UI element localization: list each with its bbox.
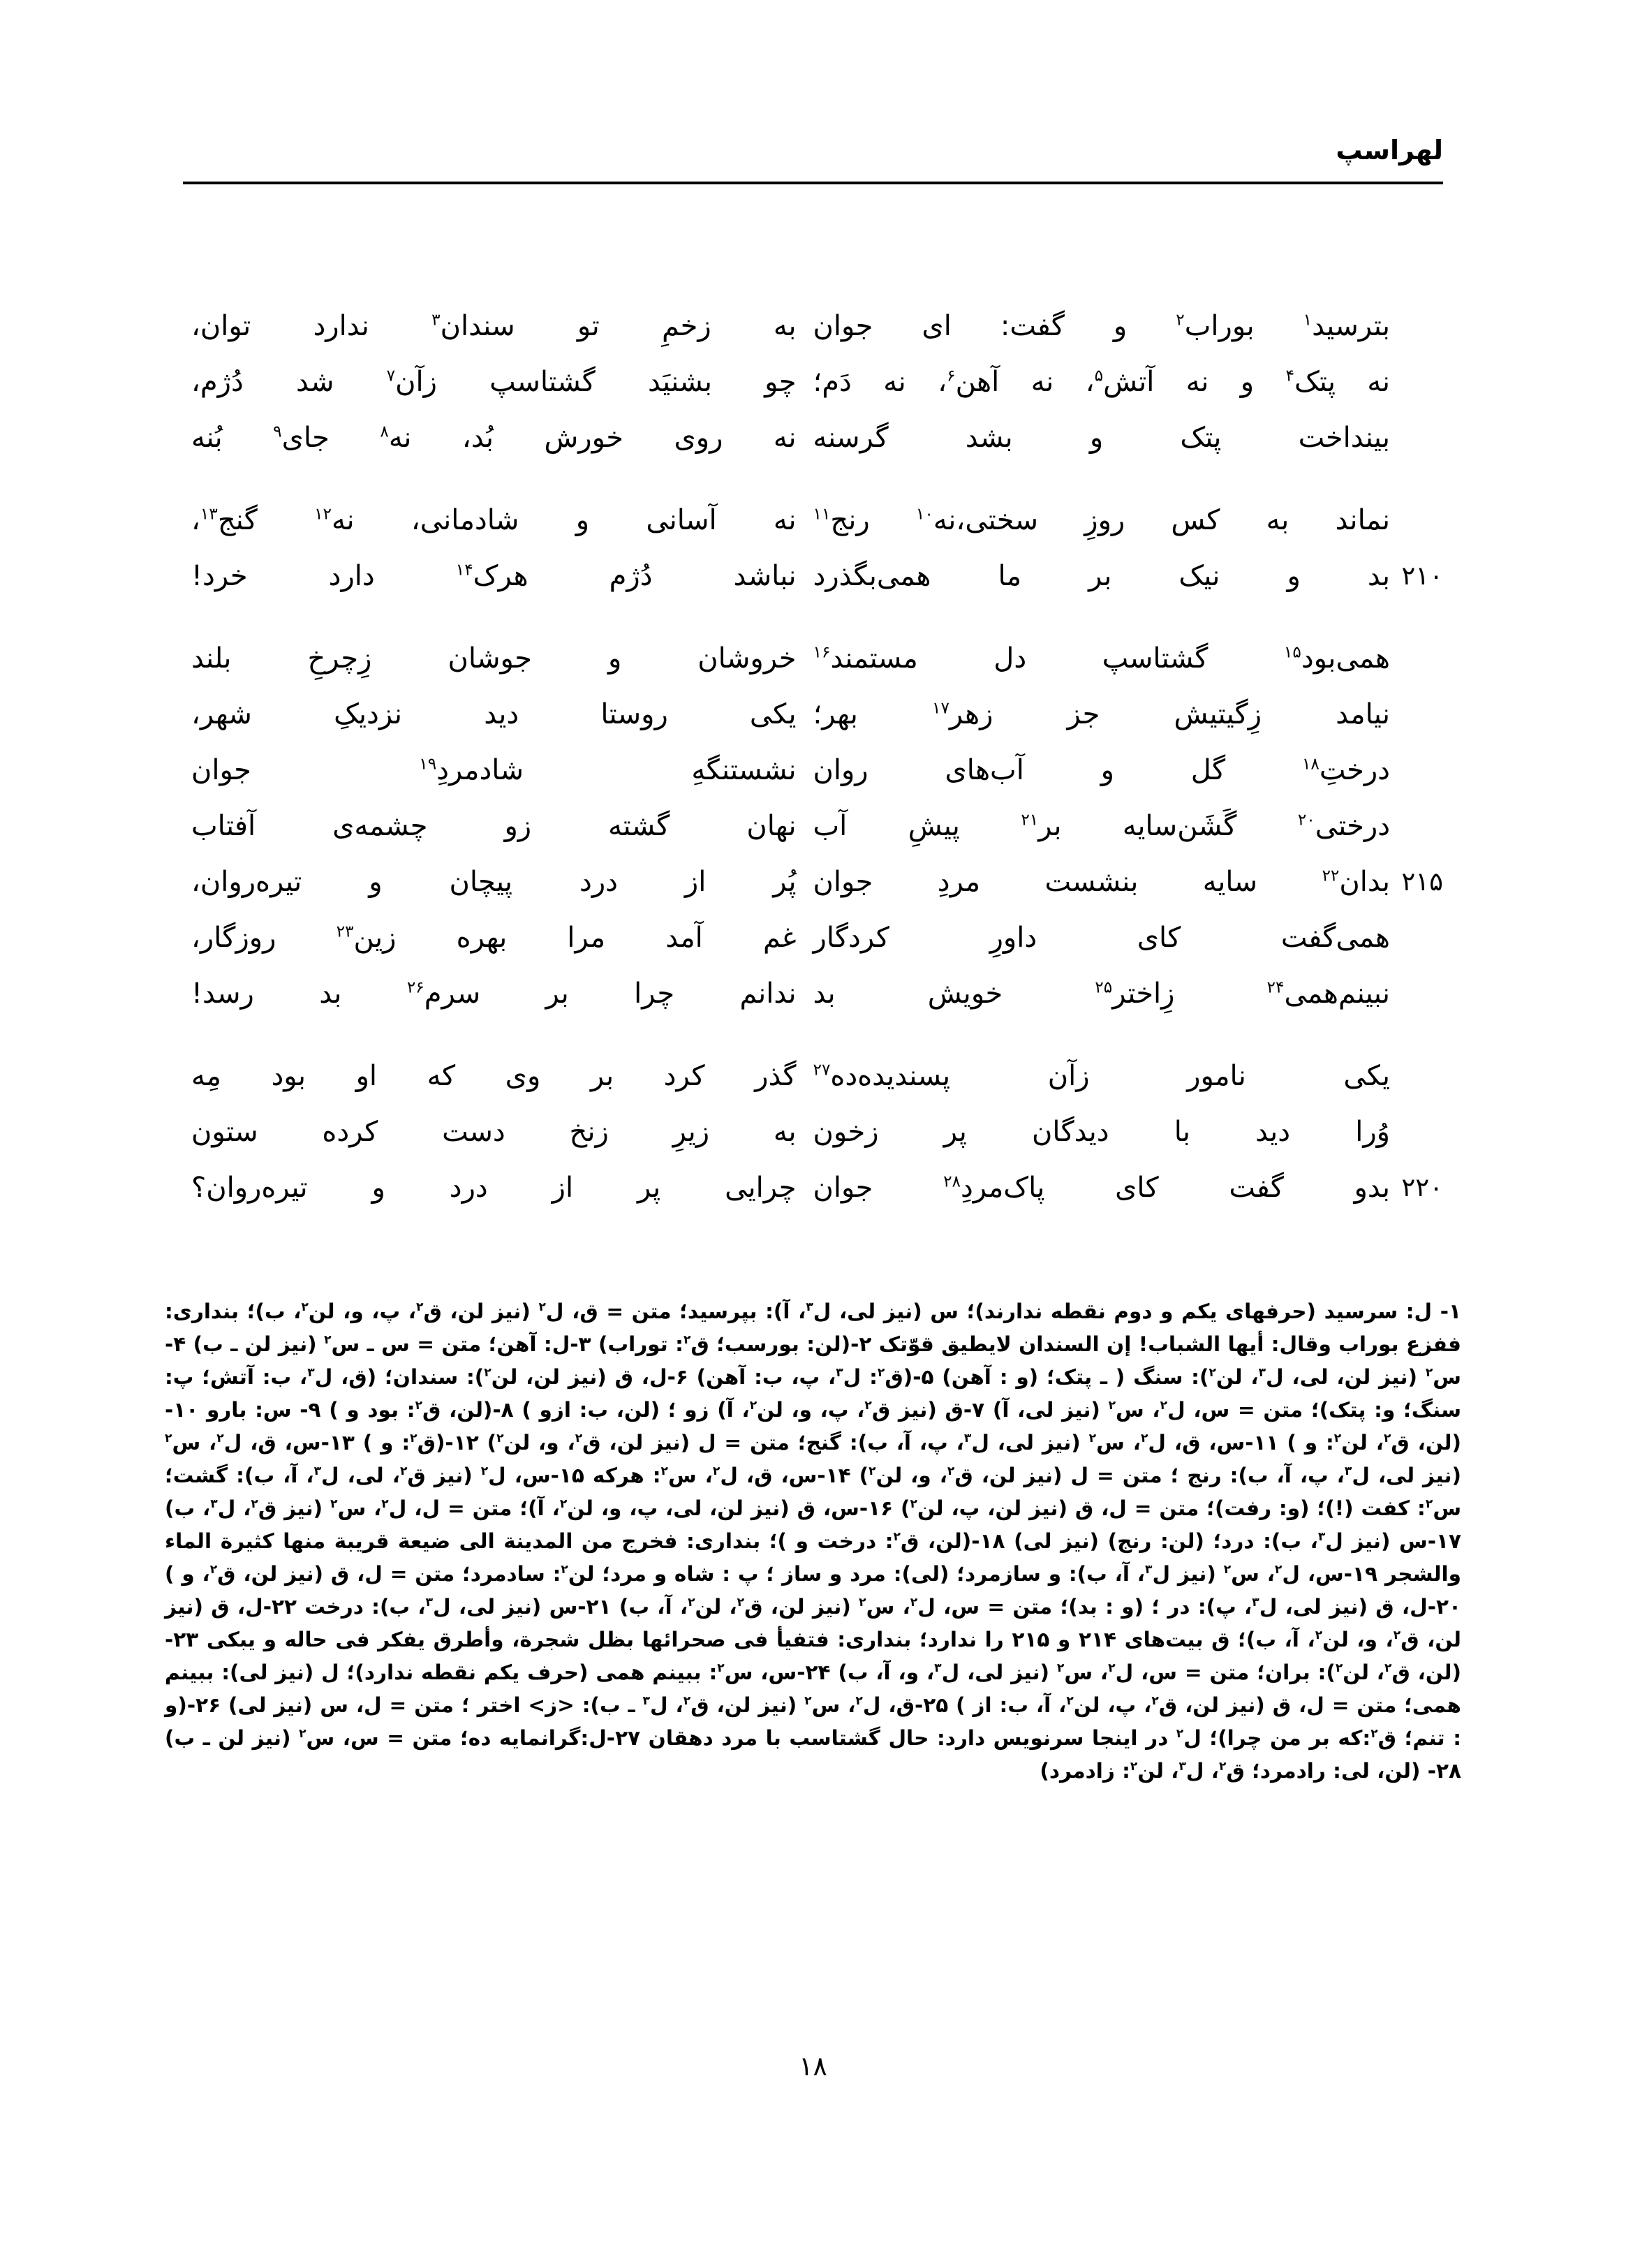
- header-rule: [183, 182, 1443, 184]
- hemistich-right: نماند به کس روزِ سختی،نه$^{۱۰}$ رنج$^{۱۱}$: [813, 504, 1391, 536]
- hemistich-left: به زیرِ زنخ دست کرده ستون: [191, 1116, 797, 1148]
- hemistich-right: یکی نامور زآن پسندیده‌ده$^{۲۷}$: [813, 1060, 1390, 1092]
- hemistich-left: نباشد دُژم هرک$^{۱۴}$ دارد خرد!: [191, 560, 797, 592]
- verse-line: [183, 356, 1443, 408]
- page-number: ۱۸: [799, 2051, 827, 2082]
- hemistich-left: نه روی خورش بُد، نه$^۸$ جای$^۹$ بُنه: [191, 422, 797, 454]
- verse-line: [183, 744, 1443, 796]
- running-head-title: لهراسپ: [1336, 135, 1443, 165]
- verse-number: ۲۱۰: [1401, 561, 1443, 591]
- verse-number: ۲۱۵: [1401, 867, 1443, 897]
- stanza: [183, 494, 1443, 602]
- hemistich-left: چرایی پر از درد و تیره‌روان؟: [191, 1172, 797, 1204]
- hemistich-right: بینداخت پتک و بشد گرسنه: [813, 422, 1390, 454]
- verse-line: [183, 633, 1443, 684]
- hemistich-left: خروشان و جوشان زِچرخِ بلند: [191, 642, 797, 675]
- verse-line: [183, 550, 1443, 602]
- verse-number: ۲۲۰: [1401, 1172, 1443, 1202]
- verse-line: [183, 800, 1443, 852]
- running-head: [183, 137, 1443, 186]
- hemistich-left: غم آمد مرا بهره زین$^{۲۳}$ روزگار،: [191, 922, 797, 954]
- hemistich-right: نبینم‌همی$^{۲۴}$ زِاختر$^{۲۵}$ خویش بد: [813, 978, 1390, 1010]
- verse-line: [183, 856, 1443, 908]
- verse-line: [183, 1106, 1443, 1158]
- hemistich-left: نهان گشته زو چشمه‌ی آفتاب: [191, 810, 797, 842]
- hemistich-left: به زخمِ تو سندان$^۳$ ندارد توان،: [191, 310, 797, 342]
- verse-line: [183, 688, 1443, 740]
- hemistich-right: همی‌گفت کای داورِ کردگار: [813, 922, 1390, 954]
- verse-line: [183, 1162, 1443, 1214]
- hemistich-left: نه آسانی و شادمانی، نه$^{۱۲}$ گنج$^{۱۳}$،: [191, 504, 797, 536]
- hemistich-right: بدان$^{۲۲}$ سایه بنشست مردِ جوان ۲۱۵: [813, 856, 1444, 908]
- hemistich-right: بد و نیک بر ما همی‌بگذرد ۲۱۰: [813, 550, 1444, 602]
- hemistich-right: نه پتک$^۴$ و نه آتش$^۵$، نه آهن$^۶$، نه دَم؛: [813, 366, 1391, 398]
- hemistich-left: ندانم چرا بر سرم$^{۲۶}$ بد رسد!: [191, 978, 797, 1010]
- verse-block: [183, 300, 1443, 1218]
- verse-line: [183, 300, 1443, 352]
- hemistich-right: همی‌بود$^{۱۵}$ گشتاسپ دل مستمند$^{۱۶}$: [813, 642, 1390, 675]
- verse-line: [183, 968, 1443, 1019]
- hemistich-right: بترسید$^۱$ بوراب$^۲$ و گفت: ای جوان: [813, 310, 1390, 342]
- hemistich-right: درختِ$^{۱۸}$ گل و آب‌های روان: [813, 754, 1390, 786]
- hemistich-left: چو بشنیَد گشتاسپ زآن$^۷$ شد دُژم،: [191, 366, 797, 398]
- verse-line: [183, 494, 1443, 546]
- verse-line: [183, 412, 1443, 464]
- verse-line: [183, 912, 1443, 964]
- stanza: [183, 300, 1443, 464]
- hemistich-left: گذر کرد بر وی که او بود مِه: [191, 1060, 797, 1092]
- hemistich-left: یکی روستا دید نزدیکِ شهر،: [191, 698, 797, 730]
- verse-line: [183, 1050, 1443, 1102]
- stanza: [183, 1050, 1443, 1214]
- apparatus-paragraph: ۱- ل: سرسید (حرفهای یکم و دوم نقطه ندارند)؛ س (نیز لی، ل$^۳$، آ): بپرسید؛ متن = ق، ل$^۲$ (نیز لن، ق$^۲$، پ، و، لن$^۲$، ب)؛ بنداری: ففزع بوراب وقال: أیها الشباب! إن السندان لایطیق قوّتک ۲-(لن: بورسب؛ ق$^۲$: توراب) ۳-ل: آهن؛ متن = س ـ س$^۲$ (نیز لن ـ ب) ۴- س$^۲$ (نیز لن، لی، ل$^۳$، لن$^۲$): سنگ ( ـ پتک؛ (و : آهن) ۵-(ق$^۲$: ل$^۳$، پ، ب: آهن) ۶-ل، ق (نیز لن، لن$^۲$): سندان؛ (ق، ل$^۳$، ب: آتش؛ پ: سنگ؛ و: پتک)؛ متن = س، ل$^۲$، س$^۲$ (نیز لی، آ) ۷-ق (نیز ق$^۲$، پ، و، لن$^۲$، آ) زو ؛ (لن، ب: ازو ) ۸-(لن، ق$^۲$: بود و ) ۹- س: بارو ۱۰-(لن، ق$^۲$، لن$^۲$: و ) ۱۱-س، ق، ل$^۲$، س$^۲$ (نیز لی، ل$^۳$، پ، آ، ب): گنج؛ متن = ل (نیز لن، ق$^۲$، و، لن$^۲$) ۱۲-(ق$^۲$: و ) ۱۳-س، ق، ل$^۲$، س$^۲$ (نیز لی، ل$^۳$، پ، آ، ب): رنج ؛ متن = ل (نیز لن، ق$^۲$، و، لن$^۲$) ۱۴-س، ق، ل$^۲$، س$^۲$: هرکه ۱۵-س، ل$^۲$ (نیز ق$^۲$، لی، ل$^۳$، آ، ب): گشت؛ س$^۲$: کفت (!)؛ (و: رفت)؛ متن = ل، ق (نیز لن، پ، لن$^۲$) ۱۶-س، ق (نیز لن، لی، پ، و، لن$^۲$، آ)؛ متن = ل، ل$^۲$، س$^۲$ (نیز ق$^۲$، ل$^۳$، ب) ۱۷-س (نیز ل$^۳$، ب): درد؛ (لن: رنج) (نیز لی) ۱۸-(لن، ق$^۲$: درخت و )؛ بنداری: فخرج من المدینة الی ضیعة قریبة منها کثیرة الماء والشجر ۱۹-س، ل$^۲$، س$^۲$ (نیز ل$^۳$، آ، ب): و سازمرد؛ (لی): مرد و ساز ؛ پ : شاه و مرد؛ لن$^۲$: سادمرد؛ متن = ل، ق (نیز لن، ق$^۲$، و ) ۲۰-ل، ق (نیز لی، ل$^۳$، پ): در ؛ (و : بد)؛ متن = س، ل$^۲$، س$^۲$ (نیز لن، ق$^۲$، لن$^۲$، آ، ب) ۲۱-س (نیز لی، ل$^۳$، ب): درخت ۲۲-ل، ق (نیز لن، ق$^۲$، و، لن$^۲$، آ، ب)؛ ق بیت‌های ۲۱۴ و ۲۱۵ را ندارد؛ بنداری: فتفیأ فی صحرائها بظل شجرة، وأطرق یفکر فی حاله و یبکی ۲۳-(لن، ق$^۲$، لن$^۲$): بران؛ متن = س، ل$^۲$، س$^۲$ (نیز لی، ل$^۳$، و، آ، ب) ۲۴-س، س$^۲$: ببینم همی (حرف یکم نقطه ندارد)؛ ل (نیز لی): ببینم همی؛ متن = ل، ق (نیز لن، ق$^۲$، پ، لن$^۲$، آ، ب: از ) ۲۵-ق، ل$^۲$، س$^۲$ (نیز لن، ق$^۲$، ل$^۳$ ـ ب): <ز> اختر ؛ متن = ل، س (نیز لی) ۲۶-(و : تنم؛ ق$^۲$:که بر من چرا)؛ ل$^۲$ در اینجا سرنویس دارد: حال گشتاسب با مرد دهقان ۲۷-ل:گرانمایه ده؛ متن = س، س$^۲$ (نیز لن ـ ب) ۲۸- (لن، لی: رادمرد؛ ق$^۲$، ل$^۳$، لن$^۲$: زادمرد): [165, 1299, 1462, 1783]
- hemistich-right: نیامد زِگیتیش جز زهر$^{۱۷}$ بهر؛: [813, 698, 1390, 730]
- hemistich-right: وُرا دید با دیدگان پر زخون: [813, 1116, 1390, 1148]
- hemistich-right: بدو گفت کای پاک‌مردِ$^{۲۸}$ جوان ۲۲۰: [813, 1162, 1444, 1214]
- hemistich-right: درختی$^{۲۰}$ گَشَن‌سایه بر$^{۲۱}$ پیشِ آب: [813, 810, 1390, 842]
- hemistich-left: نشستنگهِ شادمردِ$^{۱۹}$ جوان: [191, 754, 797, 786]
- hemistich-left: پُر از درد پیچان و تیره‌روان،: [191, 866, 797, 898]
- critical-apparatus: [165, 1295, 1461, 1788]
- stanza: [183, 633, 1443, 1019]
